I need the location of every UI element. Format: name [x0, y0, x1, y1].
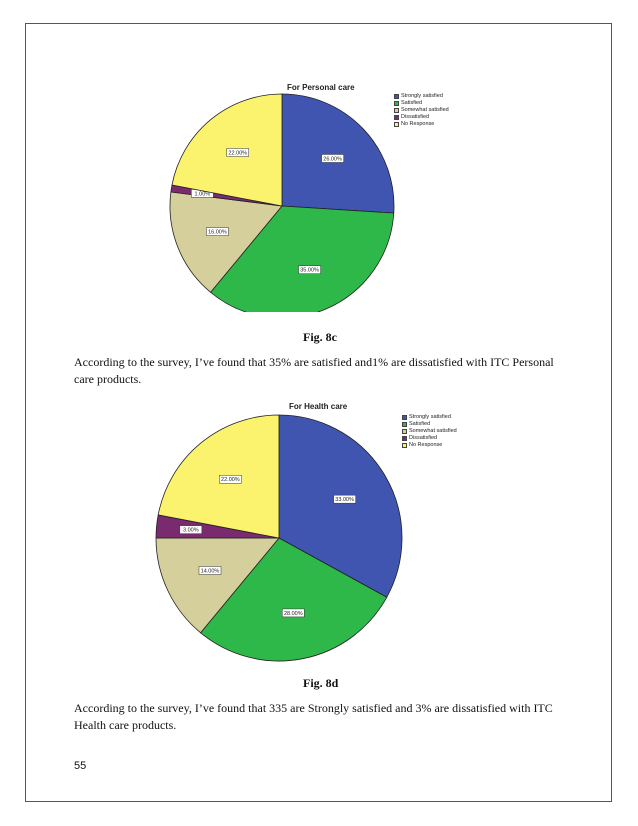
slice-label [322, 154, 344, 162]
legend-item [402, 442, 457, 449]
legend-label: No Response [401, 121, 435, 127]
figure-caption-8c: Fig. 8c [303, 330, 337, 344]
legend-item [402, 428, 457, 435]
legend-label: Somewhat satisfied [409, 428, 457, 434]
legend-swatch [402, 436, 407, 441]
legend-item [402, 414, 457, 421]
legend-item [402, 421, 457, 428]
slice-label [199, 566, 221, 574]
legend-label: No Response [409, 442, 443, 448]
legend-swatch [402, 429, 407, 434]
slice-label-text: 14.00% [200, 568, 220, 575]
slice-label-text: 1.00% [194, 191, 211, 198]
legend-swatch [394, 122, 399, 127]
chart-title: For Health care [289, 402, 348, 411]
slice-label [219, 475, 241, 483]
slice-label [206, 228, 228, 236]
slice-label [180, 526, 202, 534]
slice-label-text: 3.00% [183, 527, 199, 534]
legend-item [394, 114, 449, 121]
personal-care-pie-chart [150, 80, 480, 312]
legend-swatch [402, 415, 407, 420]
legend-swatch [394, 108, 399, 113]
pie-slice-strongly-satisfied [282, 94, 394, 213]
slice-label-text: 16.00% [208, 229, 227, 236]
slice-label-text: 35.00% [300, 267, 319, 274]
health-care-pie-chart [140, 398, 490, 664]
slice-label-text: 26.00% [323, 156, 342, 163]
legend-label: Satisfied [409, 421, 431, 427]
legend-swatch [394, 115, 399, 120]
slice-label-text: 33.00% [335, 497, 354, 504]
legend-item [394, 93, 449, 100]
chart-title: For Personal care [287, 83, 355, 92]
figure-caption-8d: Fig. 8d [303, 676, 339, 690]
legend-item [394, 107, 449, 114]
legend-label: Dissatisfied [409, 435, 438, 441]
slice-label [227, 148, 249, 156]
paragraph-personal-care: According to the survey, I’ve found that 35% are satisfied and1% are dissatisfied with ITC Personal care products. [74, 355, 554, 386]
legend-label: Dissatisfied [401, 114, 430, 120]
legend-label: Strongly satisfied [409, 414, 451, 420]
chart-legend [402, 414, 457, 449]
chart-legend [394, 93, 449, 128]
legend-swatch [402, 422, 407, 427]
legend-item [394, 100, 449, 107]
paragraph-health-care: According to the survey, I’ve found that 335 are Strongly satisfied and 3% are dissatisfied with ITC Health care products. [74, 701, 553, 732]
legend-item [394, 121, 449, 128]
slice-label-text: 22.00% [228, 150, 248, 157]
slice-label [299, 266, 321, 274]
legend-label: Satisfied [401, 100, 423, 106]
legend-item [402, 435, 457, 442]
legend-swatch [394, 101, 399, 106]
slice-label-text: 28.00% [283, 610, 303, 617]
page-number: 55 [74, 760, 87, 772]
slice-label [282, 609, 304, 617]
legend-label: Strongly satisfied [401, 93, 443, 99]
slice-label-text: 22.00% [221, 477, 240, 484]
legend-swatch [394, 94, 399, 99]
legend-swatch [402, 443, 407, 448]
slice-label [334, 495, 356, 503]
legend-label: Somewhat satisfied [401, 107, 449, 113]
